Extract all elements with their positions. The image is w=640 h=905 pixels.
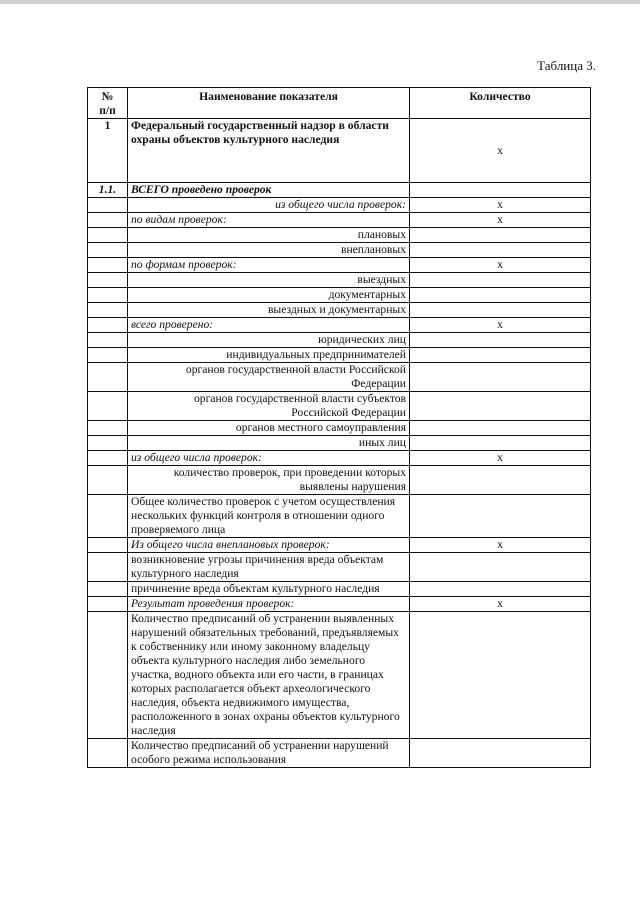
row-qty xyxy=(410,436,591,451)
row-name: Количество предписаний об устранении выявленных нарушений обязательных требований, предъявляемых к собственнику или иному законному владельцу объекта культурного наследия либо земельного участка, водного объекта или его части, в границах которых располагается объект археологического наследия, объекта недвижимого имущества, расположенного в зонах охраны объектов культурного наследия xyxy=(128,612,410,739)
row-qty xyxy=(410,288,591,303)
table-row xyxy=(88,318,591,333)
row-qty: х xyxy=(410,597,591,612)
row-name: индивидуальных предпринимателей xyxy=(128,348,410,363)
row-qty: х xyxy=(410,258,591,273)
table-row xyxy=(88,436,591,451)
row-num xyxy=(88,451,128,466)
table-row xyxy=(88,183,591,198)
row-name: Количество предписаний об устранении нарушений особого режима использования xyxy=(128,739,410,768)
row-name: Результат проведения проверок: xyxy=(128,597,410,612)
row-name: внеплановых xyxy=(128,243,410,258)
row-name: причинение вреда объектам культурного наследия xyxy=(128,582,410,597)
row-num xyxy=(88,495,128,538)
row-qty xyxy=(410,228,591,243)
table-row xyxy=(88,495,591,538)
row-qty xyxy=(410,183,591,198)
row-qty xyxy=(410,553,591,582)
header-name: Наименование показателя xyxy=(128,88,410,119)
row-qty xyxy=(410,612,591,739)
table-row xyxy=(88,273,591,288)
row-num xyxy=(88,612,128,739)
row-name: органов государственной власти субъектов Российской Федерации xyxy=(128,392,410,421)
table-row xyxy=(88,612,591,739)
table-row xyxy=(88,597,591,612)
table-row xyxy=(88,392,591,421)
table-row xyxy=(88,333,591,348)
row-num xyxy=(88,288,128,303)
row-qty: х xyxy=(410,213,591,228)
row-name: выездных xyxy=(128,273,410,288)
row-name: по видам проверок: xyxy=(128,213,410,228)
row-num xyxy=(88,421,128,436)
row-num xyxy=(88,363,128,392)
table-row xyxy=(88,553,591,582)
page-top-edge xyxy=(0,0,640,4)
row-name: плановых xyxy=(128,228,410,243)
header-num: № п/п xyxy=(88,88,128,119)
row-num xyxy=(88,553,128,582)
table-row xyxy=(88,243,591,258)
row-name: Из общего числа внеплановых проверок: xyxy=(128,538,410,553)
row-num xyxy=(88,273,128,288)
row-num xyxy=(88,466,128,495)
row-name: органов местного самоуправления xyxy=(128,421,410,436)
row-qty xyxy=(410,303,591,318)
row-qty: х xyxy=(410,538,591,553)
row-num xyxy=(88,582,128,597)
row-num xyxy=(88,228,128,243)
table-row xyxy=(88,198,591,213)
table-row xyxy=(88,582,591,597)
row-name: по формам проверок: xyxy=(128,258,410,273)
row-name: возникновение угрозы причинения вреда объектам культурного наследия xyxy=(128,553,410,582)
row-name: из общего числа проверок: xyxy=(128,198,410,213)
table-row xyxy=(88,538,591,553)
row-qty xyxy=(410,243,591,258)
table-row xyxy=(88,466,591,495)
row-num xyxy=(88,739,128,768)
row-num: 1 xyxy=(88,119,128,183)
table-row xyxy=(88,363,591,392)
row-name: всего проверено: xyxy=(128,318,410,333)
indicators-table xyxy=(87,87,591,768)
table-row xyxy=(88,739,591,768)
row-num xyxy=(88,436,128,451)
row-num xyxy=(88,198,128,213)
row-name: документарных xyxy=(128,288,410,303)
table-row xyxy=(88,288,591,303)
row-num xyxy=(88,348,128,363)
table-row xyxy=(88,303,591,318)
row-name: выездных и документарных xyxy=(128,303,410,318)
row-name: органов государственной власти Российской Федерации xyxy=(128,363,410,392)
table-row xyxy=(88,451,591,466)
row-qty: х xyxy=(410,198,591,213)
row-qty xyxy=(410,392,591,421)
table-row xyxy=(88,258,591,273)
row-qty xyxy=(410,273,591,288)
row-qty xyxy=(410,333,591,348)
row-num xyxy=(88,258,128,273)
table-caption: Таблица 3. xyxy=(537,58,596,73)
row-name: ВСЕГО проведено проверок xyxy=(128,183,410,198)
row-qty: х xyxy=(410,119,591,183)
row-num xyxy=(88,392,128,421)
row-name: юридических лиц xyxy=(128,333,410,348)
row-num xyxy=(88,303,128,318)
row-name: иных лиц xyxy=(128,436,410,451)
table-row xyxy=(88,213,591,228)
row-num xyxy=(88,333,128,348)
row-name: из общего числа проверок: xyxy=(128,451,410,466)
table-row xyxy=(88,228,591,243)
row-num xyxy=(88,213,128,228)
row-num xyxy=(88,243,128,258)
row-num xyxy=(88,318,128,333)
row-qty xyxy=(410,739,591,768)
row-name: Общее количество проверок с учетом осуществления нескольких функций контроля в отношении одного проверяемого лица xyxy=(128,495,410,538)
table-row xyxy=(88,119,591,183)
row-qty: х xyxy=(410,451,591,466)
row-qty xyxy=(410,421,591,436)
row-qty xyxy=(410,495,591,538)
row-num: 1.1. xyxy=(88,183,128,198)
table-header-row xyxy=(88,88,591,119)
row-num xyxy=(88,597,128,612)
row-qty xyxy=(410,363,591,392)
header-qty: Количество xyxy=(410,88,591,119)
row-qty xyxy=(410,466,591,495)
table-row xyxy=(88,348,591,363)
table-row xyxy=(88,421,591,436)
row-qty xyxy=(410,582,591,597)
row-name: количество проверок, при проведении которых выявлены нарушения xyxy=(128,466,410,495)
row-name: Федеральный государственный надзор в области охраны объектов культурного наследия xyxy=(128,119,410,183)
row-qty: х xyxy=(410,318,591,333)
row-num xyxy=(88,538,128,553)
row-qty xyxy=(410,348,591,363)
